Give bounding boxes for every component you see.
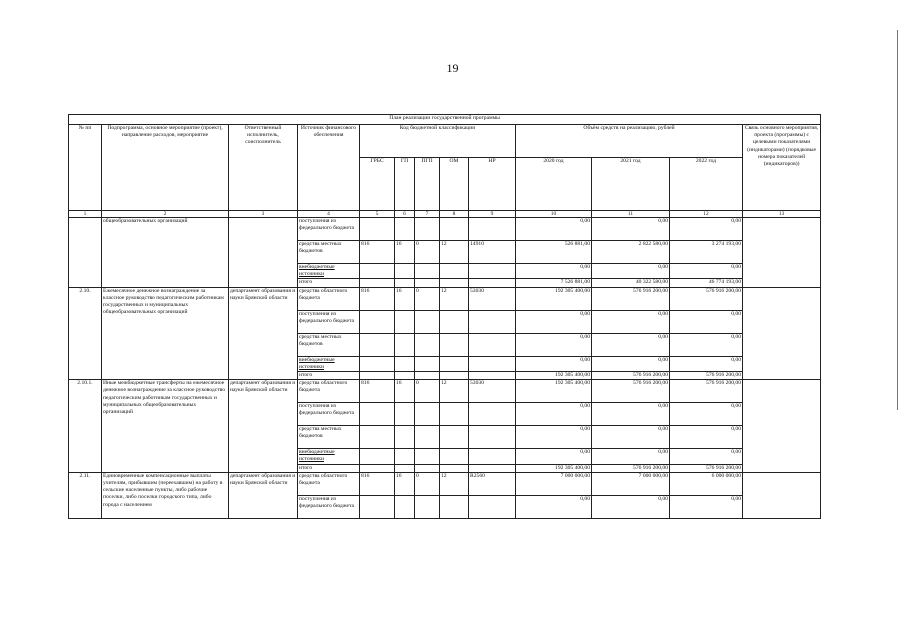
value-2022: 0,00 xyxy=(670,264,743,279)
program-plan-table xyxy=(68,114,821,519)
value-2020: 0,00 xyxy=(516,403,592,426)
value-2020: 0,00 xyxy=(516,426,592,449)
source-cell: средства областного бюджета xyxy=(298,287,360,310)
header-gp: ГП xyxy=(395,158,415,211)
kbk-om: 12 xyxy=(440,241,469,264)
value-2021: 0,00 xyxy=(592,310,670,333)
header-grbs: ГРБС xyxy=(360,158,395,211)
col-number: 4 xyxy=(298,211,360,218)
value-2022: 6 000 000,00 xyxy=(670,472,743,495)
total-2020: 192 305 400,00 xyxy=(516,464,592,472)
kbk-grbs: 816 xyxy=(360,472,395,495)
col-number: 1 xyxy=(69,211,102,218)
value-2021: 0,00 xyxy=(592,449,670,464)
total-2021: 40 322 580,00 xyxy=(592,279,670,287)
value-2021: 7 000 000,00 xyxy=(592,472,670,495)
value-2022: 0,00 xyxy=(670,218,743,241)
header-2020: 2020 год xyxy=(516,158,592,211)
total-2020: 7 526 881,00 xyxy=(516,279,592,287)
value-2021: 576 916 200,00 xyxy=(592,287,670,310)
row-exec: департамент образования и науки Брянской области xyxy=(229,472,298,518)
table-row xyxy=(69,472,821,495)
header-name: Подпрограмма, основное мероприятие (проект), направление расходов, мероприятие xyxy=(102,125,229,211)
table-row xyxy=(69,287,821,310)
value-2022: 0,00 xyxy=(670,495,743,518)
source-cell: итого xyxy=(298,279,360,287)
value-2022: 3 274 193,00 xyxy=(670,241,743,264)
header-num: № пп xyxy=(69,125,102,211)
table-row xyxy=(69,218,821,241)
source-cell: поступления из федерального бюджета xyxy=(298,403,360,426)
header-om: ОМ xyxy=(440,158,469,211)
value-2021: 0,00 xyxy=(592,495,670,518)
total-2020: 192 305 400,00 xyxy=(516,372,592,380)
col-number: 12 xyxy=(670,211,743,218)
row-name: Иные межбюджетные трансферты на ежемесячное денежное вознаграждение за классное руководство педагогическим работникам государственных и муниципальных общеобразовательных организаций xyxy=(102,380,229,473)
source-cell: поступления из федерального бюджета xyxy=(298,218,360,241)
value-2020: 0,00 xyxy=(516,449,592,464)
header-volume: Объём средств на реализацию, рублей xyxy=(516,125,743,158)
value-2020: 0,00 xyxy=(516,218,592,241)
col-number: 9 xyxy=(469,211,516,218)
kbk-grbs: 816 xyxy=(360,380,395,403)
source-cell: средства местных бюджетов xyxy=(298,333,360,356)
kbk-nr: R2560 xyxy=(469,472,516,495)
header-2022: 2022 год xyxy=(670,158,743,211)
row-num: 2.10.1. xyxy=(69,380,102,473)
value-2022: 0,00 xyxy=(670,333,743,356)
value-2022: 0,00 xyxy=(670,449,743,464)
header-source: Источник финансового обеспечения xyxy=(298,125,360,211)
row-exec: департамент образования и науки Брянской области xyxy=(229,287,298,380)
value-2020: 526 881,00 xyxy=(516,241,592,264)
kbk-gp: 16 xyxy=(395,287,415,310)
col-number: 10 xyxy=(516,211,592,218)
total-2022: 46 774 193,00 xyxy=(670,279,743,287)
row-name: Единовременные компенсационные выплаты учителям, прибывшим (переехавшим) на работу в сельские населенные пункты, либо рабочие поселки, либо поселки городского типа, либо города с населением xyxy=(102,472,229,518)
row-exec: департамент образования и науки Брянской области xyxy=(229,380,298,473)
col-number: 7 xyxy=(415,211,440,218)
source-cell: итого xyxy=(298,464,360,472)
value-2020: 192 305 400,00 xyxy=(516,380,592,403)
page-number: 19 xyxy=(446,61,459,75)
kbk-gp: 16 xyxy=(395,472,415,495)
col-number: 13 xyxy=(743,211,821,218)
value-2020: 7 000 000,00 xyxy=(516,472,592,495)
total-2022: 576 916 200,00 xyxy=(670,372,743,380)
value-2022: 0,00 xyxy=(670,403,743,426)
total-2022: 576 916 200,00 xyxy=(670,464,743,472)
header-2021: 2021 год xyxy=(592,158,670,211)
source-cell: внебюджетные источники xyxy=(298,264,360,279)
kbk-nr: 53030 xyxy=(469,287,516,310)
value-2021: 0,00 xyxy=(592,218,670,241)
source-cell: внебюджетные источники xyxy=(298,449,360,464)
page-edge-line xyxy=(897,30,898,410)
col-number: 6 xyxy=(395,211,415,218)
row-name: общеобразовательных организаций xyxy=(102,218,229,288)
header-kbk: Код бюджетной классификации xyxy=(360,125,516,158)
value-2021: 2 822 580,00 xyxy=(592,241,670,264)
row-num: 2.11. xyxy=(69,472,102,518)
kbk-pgp: 0 xyxy=(415,287,440,310)
value-2020: 192 305 400,00 xyxy=(516,287,592,310)
value-2022: 0,00 xyxy=(670,426,743,449)
kbk-gp: 16 xyxy=(395,380,415,403)
source-cell: поступления из федерального бюджета xyxy=(298,310,360,333)
source-cell: итого xyxy=(298,372,360,380)
total-2021: 576 916 200,00 xyxy=(592,464,670,472)
source-cell: средства областного бюджета xyxy=(298,472,360,495)
col-number: 8 xyxy=(440,211,469,218)
kbk-grbs: 816 xyxy=(360,287,395,310)
kbk-nr: 53030 xyxy=(469,380,516,403)
kbk-om: 12 xyxy=(440,287,469,310)
source-cell: средства местных бюджетов xyxy=(298,241,360,264)
value-2021: 576 916 200,00 xyxy=(592,380,670,403)
value-2020: 0,00 xyxy=(516,495,592,518)
value-2020: 0,00 xyxy=(516,264,592,279)
row-num: 2.10. xyxy=(69,287,102,380)
header-link: Связь основного мероприятия, проекта (программы) с целевыми показателями (индикаторами) (порядковые номера показателей (индикаторов)) xyxy=(743,125,821,211)
source-cell: средства местных бюджетов xyxy=(298,426,360,449)
kbk-pgp: 0 xyxy=(415,380,440,403)
source-cell: поступления из федерального бюджета xyxy=(298,495,360,518)
value-2021: 0,00 xyxy=(592,264,670,279)
value-2020: 0,00 xyxy=(516,333,592,356)
source-cell: внебюджетные источники xyxy=(298,356,360,371)
kbk-grbs: 816 xyxy=(360,241,395,264)
value-2021: 0,00 xyxy=(592,333,670,356)
value-2022: 0,00 xyxy=(670,356,743,371)
value-2020: 0,00 xyxy=(516,356,592,371)
header-nr: НР xyxy=(469,158,516,211)
source-cell: средства областного бюджета xyxy=(298,380,360,403)
kbk-pgp: 0 xyxy=(415,241,440,264)
col-number: 11 xyxy=(592,211,670,218)
value-2021: 0,00 xyxy=(592,356,670,371)
value-2021: 0,00 xyxy=(592,403,670,426)
row-name: Ежемесячное денежное вознаграждение за классное руководство педагогическим работникам государственных и муниципальных общеобразовательных организаций xyxy=(102,287,229,380)
table-title: План реализации государственной программы xyxy=(69,115,821,125)
col-number: 3 xyxy=(229,211,298,218)
value-2021: 0,00 xyxy=(592,426,670,449)
kbk-om: 12 xyxy=(440,472,469,495)
value-2020: 0,00 xyxy=(516,310,592,333)
header-pgp: ПГП xyxy=(415,158,440,211)
col-number: 2 xyxy=(102,211,229,218)
total-2021: 576 916 200,00 xyxy=(592,372,670,380)
table-row xyxy=(69,380,821,403)
kbk-pgp: 0 xyxy=(415,472,440,495)
col-number: 5 xyxy=(360,211,395,218)
value-2022: 576 916 200,00 xyxy=(670,287,743,310)
kbk-nr: 14910 xyxy=(469,241,516,264)
kbk-om: 12 xyxy=(440,380,469,403)
value-2022: 0,00 xyxy=(670,310,743,333)
value-2022: 576 916 200,00 xyxy=(670,380,743,403)
header-exec: Ответственный исполнитель, соисполнитель xyxy=(229,125,298,211)
kbk-gp: 16 xyxy=(395,241,415,264)
